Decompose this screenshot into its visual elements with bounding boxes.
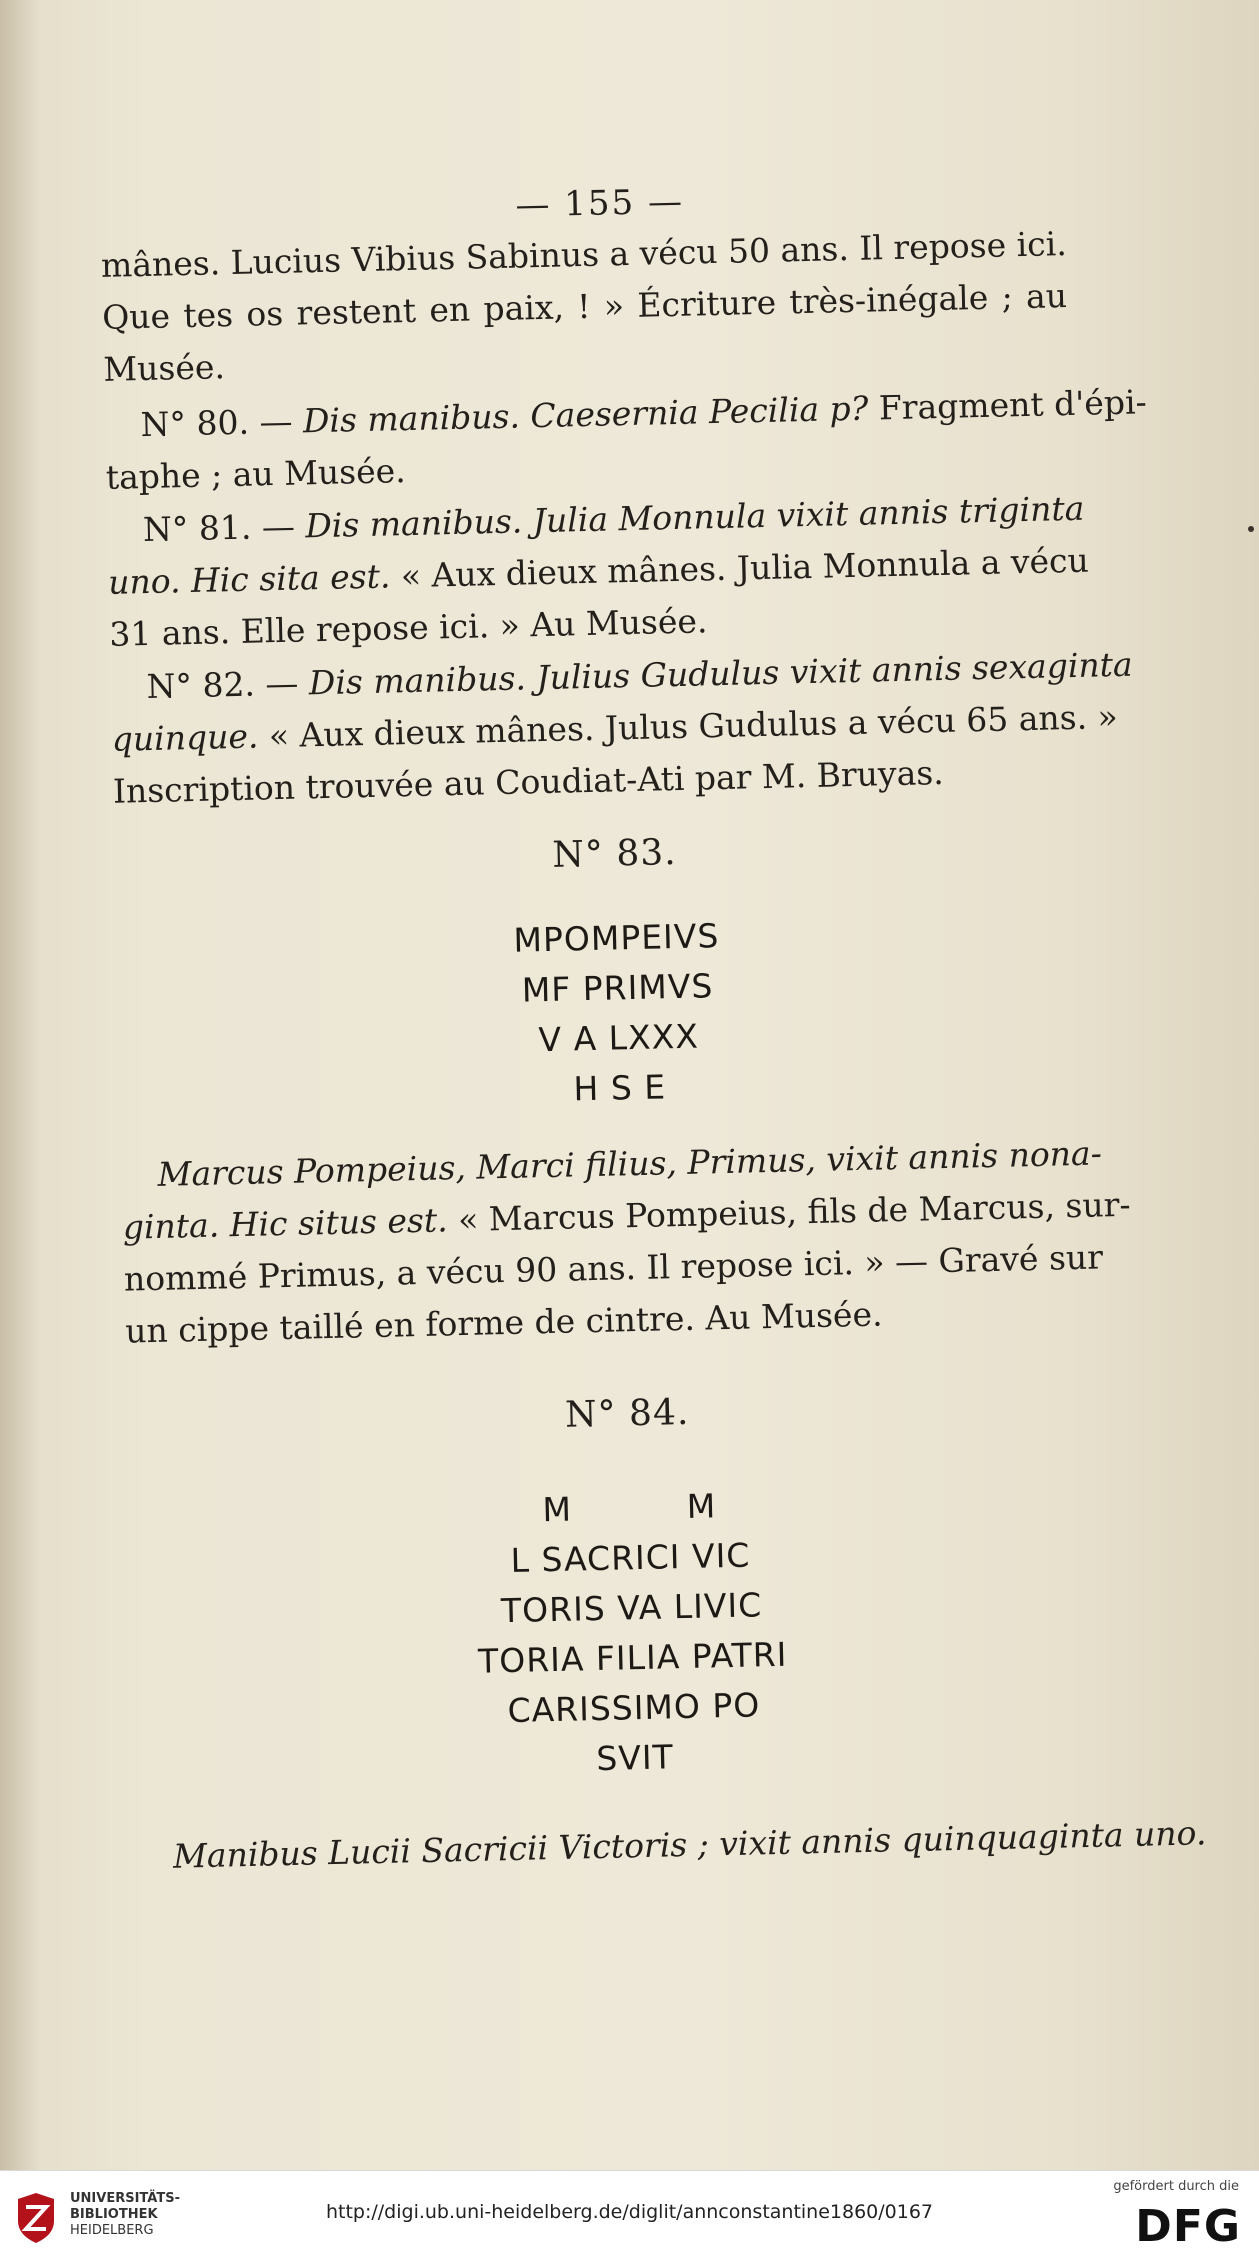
paragraph-1: mânes. Lucius Vibius Sabinus a vécu 50 ans. Il repose ici. Que tes os restent en paix, ! » Écriture très-inégale ; au Musée.: [100, 224, 1068, 389]
dfg-logo: DFG: [1135, 2201, 1241, 2252]
page-number: — 155 —: [515, 181, 685, 226]
inscription-84: M M L SACRICI VIC TORIS VA LIVIC TORIA FILIA PATRI CARISSIMO PO SVIT: [477, 1486, 788, 1779]
heading-no-83: N° 83.: [551, 832, 678, 876]
ink-speck: [1248, 526, 1254, 532]
binding-shadow: [0, 0, 40, 2170]
source-url-link[interactable]: http://digi.ub.uni-heidelberg.de/diglit/annconstantine1860/0167: [325, 2201, 934, 2223]
heading-no-84: N° 84.: [564, 1391, 690, 1436]
paragraph-no-82: N° 82. — Dis manibus. Julius Gudulus vixit annis sexaginta quinque. « Aux dieux mânes. Julus Gudulus a vécu 65 ans. » Inscription trouvée au Coudiat-Ati par M. Bruyas.: [111, 644, 1134, 811]
paragraph-no-83: Marcus Pompeius, Marci filius, Primus, vixit annis nona- ginta. Hic situs est. « Marcus Pompeius, fils de Marcus, sur- nommé Primus, a vécu 90 ans. Il repose ici. » — Gravé sur un cippe taillé en forme de cintre. Au Musée.: [122, 1133, 1131, 1351]
viewer-footer: [0, 2170, 1259, 2260]
inscription-83: MPOMPEIVS MF PRIMVS V A LXXX H S E: [513, 916, 720, 1109]
funding-caption: gefördert durch die: [1113, 2179, 1239, 2194]
paragraph-no-80: N° 80. — Dis manibus. Caesernia Pecilia p? Fragment d'épi- taphe ; au Musée.: [105, 382, 1148, 497]
paragraph-no-81: N° 81. — Dis manibus. Julia Monnula vixit annis triginta uno. Hic sita est. « Aux dieux mânes. Julia Monnula a vécu 31 ans. Elle repose ici. » Au Musée.: [107, 488, 1090, 654]
paragraph-no-84: Manibus Lucii Sacricii Victoris ; vixit annis quinquaginta uno.: [172, 1813, 1207, 1876]
library-name: UNIVERSITÄTS- BIBLIOTHEK HEIDELBERG: [70, 2191, 180, 2238]
